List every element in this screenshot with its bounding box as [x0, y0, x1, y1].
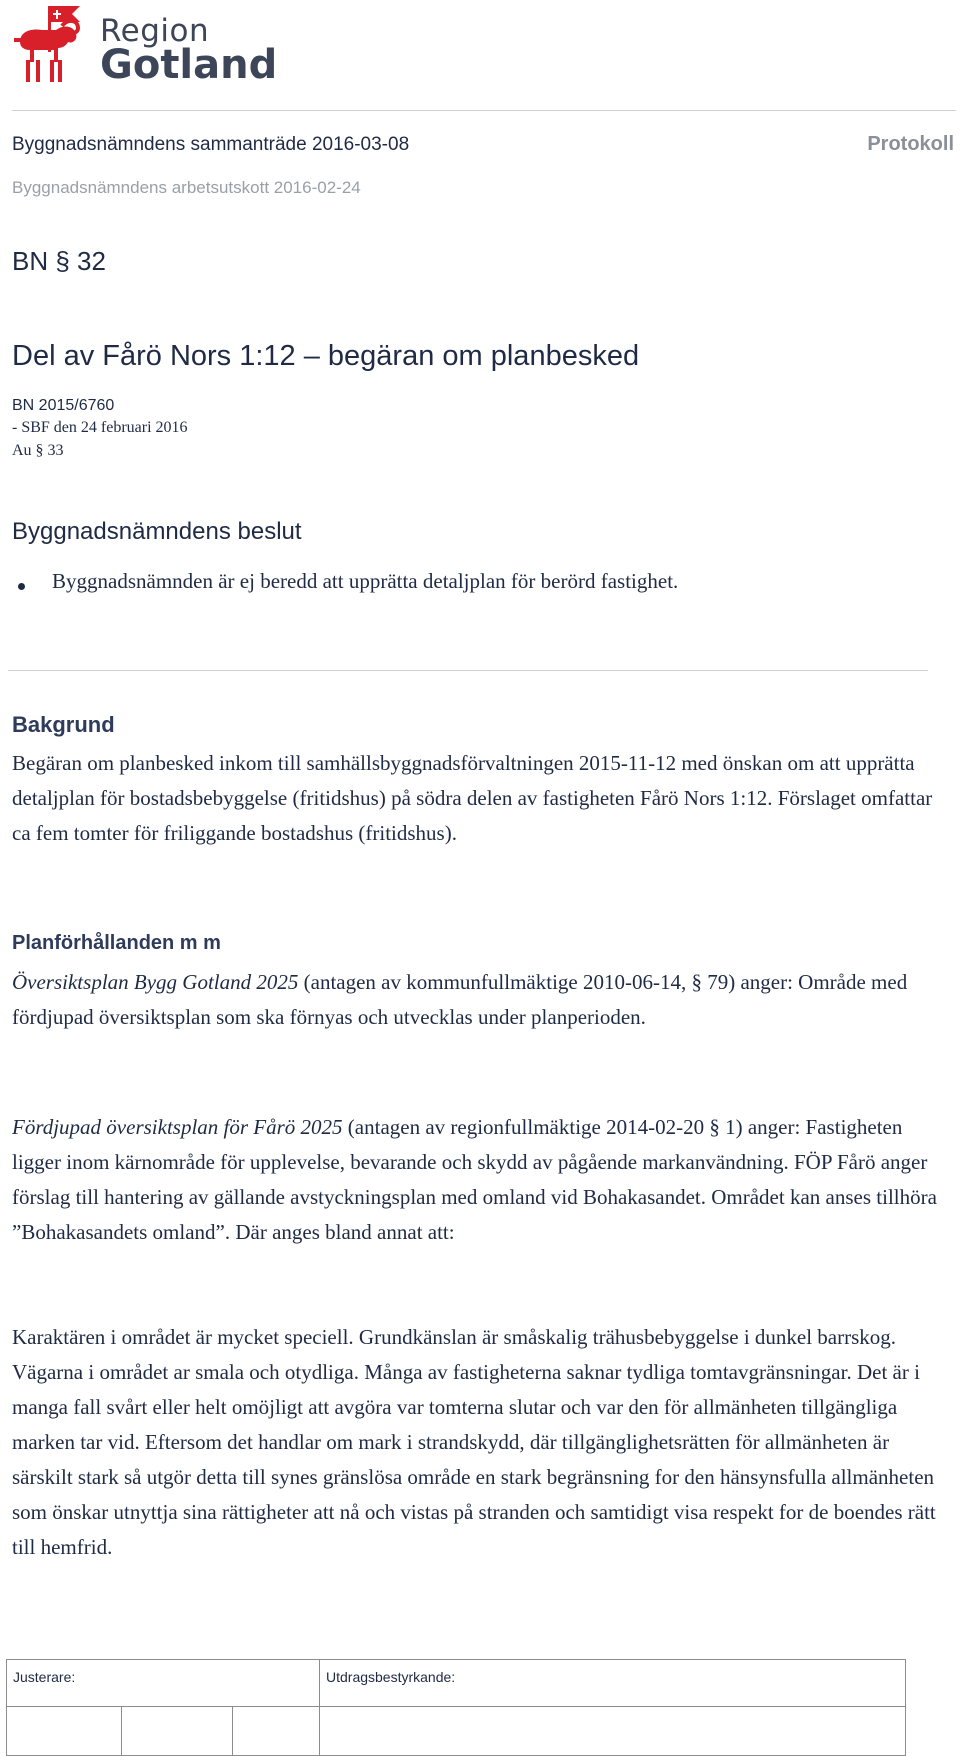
signature-box — [122, 1707, 233, 1755]
comprehensive-plan-title: Översiktsplan Bygg Gotland 2025 — [12, 970, 299, 994]
document-type-label: Protokoll — [867, 133, 954, 155]
plan-quote: Karaktären i området är mycket speciell. Grundkänslan är småskalig trähusbebyggelse i dunkel barrskog. Vägarna i området ar smala och otydliga. Många av fastigheterna saknar tydliga tomtavgränsningar. Det är i manga fall svårt eller helt omöjligt att avgöra var tomterna slutar och var den för allmänheten tillgängliga marken tar vid. Eftersom det handlar om mark i strandskydd, där tillgänglighetsrätten för allmänheten är särskilt stark så utgör detta till synes gränslösa område en stark begränsning for den hänsynsfulla allmänheten som önskar utnyttja sina rättigheter att nå och vistas på stranden och samtidigt visa respekt for de boendes rätt till hemfrid. — [12, 1325, 936, 1559]
page-title: Del av Fårö Nors 1:12 – begäran om planbesked — [12, 340, 640, 372]
case-number: BN 2015/6760 — [12, 397, 115, 414]
decision-item: Byggnadsnämnden är ej beredd att upprätta detaljplan för berörd fastighet. — [52, 569, 679, 593]
justerare-cell — [7, 1660, 320, 1707]
detailed-plan-paragraph — [12, 1110, 942, 1250]
au-reference: Au § 33 — [12, 442, 64, 459]
brand-line-region: Region — [100, 13, 210, 49]
detailed-plan-text: (antagen av regionfullmäktige 2014-02-20 § 1) anger: Fastigheten ligger inom kärnområde för upplevelse, bevarande och skydd av pågående markanvändning. FÖP Fårö anger förslag till hantering av gällande avstyckningsplan med omland vid Bohakasandet. Området kan anses tillhöra ”Bohakasandets omland”. Där anges bland annat att: — [12, 1115, 937, 1244]
brand-text — [100, 13, 278, 88]
certification-box — [320, 1707, 906, 1756]
comprehensive-plan-text: (antagen av kommunfullmäktige 2010-06-14, § 79) anger: Område med fördjupad översiktsplan som ska förnyas och utvecklas under planperioden. — [12, 970, 908, 1029]
detailed-plan-title: Fördjupad översiktsplan för Fårö 2025 — [12, 1115, 343, 1139]
signature-row — [7, 1707, 320, 1756]
meeting-title: Byggnadsnämndens sammanträde 2016-03-08 — [12, 134, 410, 155]
gotland-ram-emblem-icon — [12, 2, 90, 90]
background-heading: Bakgrund — [12, 712, 115, 737]
region-gotland-logo — [12, 2, 278, 90]
section-divider — [8, 670, 928, 671]
sbf-reference: - SBF den 24 februari 2016 — [12, 419, 188, 436]
signature-table — [6, 1659, 906, 1756]
header-divider — [12, 110, 956, 111]
decision-heading: Byggnadsnämndens beslut — [12, 518, 302, 545]
paragraph-number: BN § 32 — [12, 246, 106, 276]
utdrag-cell — [320, 1660, 906, 1707]
plans-heading: Planförhållanden m m — [12, 932, 221, 954]
signature-box — [233, 1707, 319, 1755]
comprehensive-plan-paragraph — [12, 965, 942, 1035]
subcommittee-title: Byggnadsnämndens arbetsutskott 2016-02-24 — [12, 178, 361, 197]
signature-box — [7, 1707, 122, 1755]
bullet-icon — [18, 583, 25, 590]
justerare-label: Justerare: — [13, 1669, 76, 1685]
brand-line-gotland: Gotland — [100, 42, 278, 88]
background-text: Begäran om planbesked inkom till samhällsbyggnadsförvaltningen 2015-11-12 med önskan om att upprätta detaljplan för bostadsbebyggelse (fritidshus) på södra delen av fastigheten Fårö Nors 1:12. Förslaget omfattar ca fem tomter för friliggande bostadshus (fritidshus). — [12, 751, 933, 845]
utdrag-label: Utdragsbestyrkande: — [326, 1669, 456, 1685]
